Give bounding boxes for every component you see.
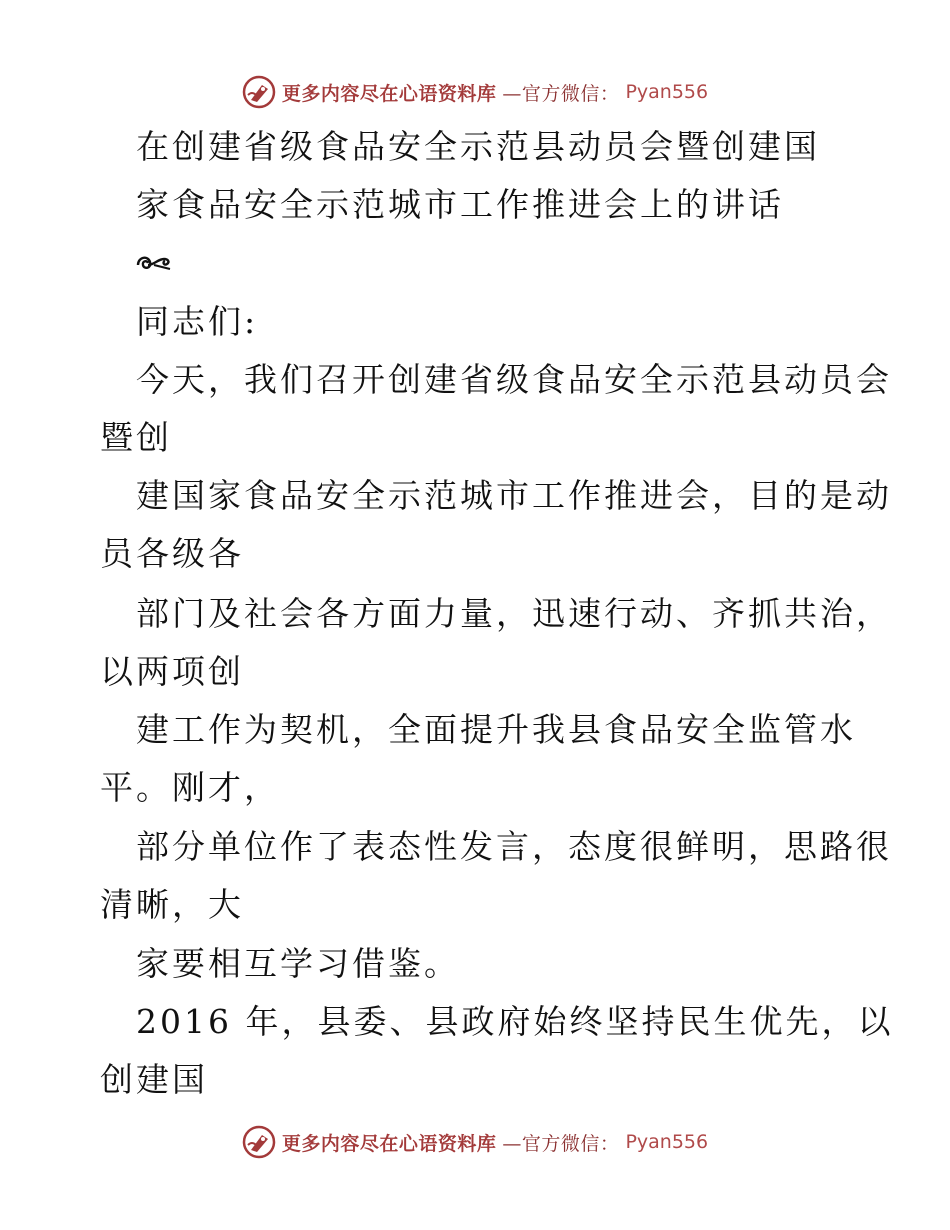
- body-line: 清晰，大: [100, 885, 244, 924]
- body-line: 以两项创: [100, 652, 244, 691]
- pen-nib-logo-icon: [242, 1125, 276, 1159]
- body-line: 家要相互学习借鉴。: [136, 944, 460, 983]
- footer-watermark: [0, 1122, 950, 1162]
- body-line: 平。刚才，: [100, 768, 280, 807]
- body-line: 建工作为契机，全面提升我县食品安全监管水: [136, 710, 856, 749]
- body-line: 2016 年，县委、县政府始终坚持民生优先，以: [136, 1002, 894, 1041]
- doc-title-line-2: 家食品安全示范城市工作推进会上的讲话: [136, 185, 784, 224]
- body-line: 部门及社会各方面力量，迅速行动、齐抓共治，: [136, 594, 892, 633]
- flourish-ornament-icon: [134, 247, 174, 277]
- watermark-text: 更多内容尽在心语资料库: [281, 1132, 497, 1155]
- body-line: 部分单位作了表态性发言，态度很鲜明，思路很: [136, 827, 892, 866]
- body-line: 今天，我们召开创建省级食品安全示范县动员会: [136, 360, 892, 399]
- body-line: 员各级各: [100, 534, 244, 573]
- body-line: 建国家食品安全示范城市工作推进会，目的是动: [136, 476, 892, 515]
- body-line: 暨创: [100, 418, 172, 457]
- doc-title-line-1: 在创建省级食品安全示范县动员会暨创建国: [136, 127, 820, 166]
- watermark-wechat-id: Pyan556: [625, 81, 709, 103]
- watermark-wechat-id: Pyan556: [625, 1131, 709, 1153]
- watermark-wechat-label: —官方微信：: [502, 1132, 620, 1155]
- watermark-wechat-label: —官方微信：: [502, 82, 620, 105]
- watermark-text: 更多内容尽在心语资料库: [281, 82, 497, 105]
- body-line: 创建国: [100, 1060, 208, 1099]
- salutation: 同志们:: [136, 302, 259, 341]
